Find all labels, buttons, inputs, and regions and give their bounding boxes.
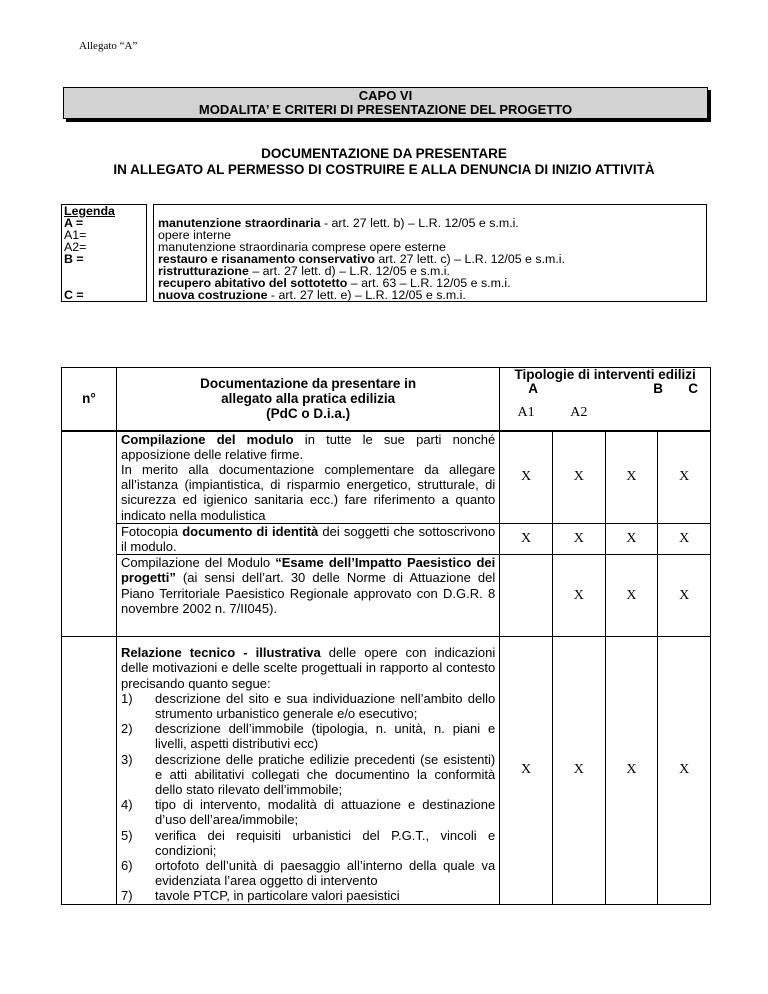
row-desc-text: Compilazione del Modulo bbox=[120, 555, 276, 571]
list-item-number: 4) bbox=[120, 797, 133, 813]
legend-key: A1= bbox=[64, 228, 87, 242]
legend-key: C = bbox=[64, 288, 84, 302]
col-header-documentation bbox=[116, 368, 499, 431]
row-desc-text: delle opere con indicazioni delle motivazioni e delle scelte progettuali in rapporto al contesto precisando quanto segue: bbox=[120, 645, 496, 691]
legend-desc-text: - art. 27 lett. e) – L.R. 12/05 e s.m.i. bbox=[267, 288, 466, 302]
row-description bbox=[116, 431, 499, 523]
mark-a2: X bbox=[552, 637, 605, 904]
group-a-label: A bbox=[528, 381, 538, 396]
col-header-doc-line: Documentazione da presentare in bbox=[200, 375, 417, 391]
legend-desc bbox=[158, 289, 702, 301]
list-item bbox=[121, 797, 495, 827]
legend-key: B = bbox=[64, 252, 84, 266]
row-desc-text: in tutte le sue parti nonché apposizione delle relative firme. bbox=[120, 431, 496, 462]
row-number-cell bbox=[62, 637, 117, 904]
table-row bbox=[62, 637, 711, 904]
list-item-number: 7) bbox=[120, 888, 133, 904]
list-item bbox=[121, 752, 495, 798]
legend-desc-bold: manutenzione straordinaria bbox=[158, 216, 321, 230]
sub-a2-label: A2 bbox=[570, 404, 588, 420]
legend-key: A = bbox=[64, 216, 84, 230]
list-item bbox=[121, 858, 495, 888]
list-item bbox=[121, 721, 495, 751]
row-desc-bold: “Esame dell’Impatto Paesistico dei progetti” bbox=[120, 555, 496, 586]
list-item bbox=[121, 888, 495, 903]
list-item-text: tavole PTCP, in particolare valori paesistici bbox=[154, 888, 400, 904]
mark-a1 bbox=[500, 555, 553, 637]
list-item bbox=[121, 691, 495, 721]
tipologie-groups bbox=[500, 382, 710, 396]
mark-b: X bbox=[605, 523, 658, 554]
col-header-doc-line: (PdC o D.i.a.) bbox=[266, 406, 351, 422]
row-description bbox=[116, 637, 499, 904]
mark-c: X bbox=[658, 523, 711, 554]
list-item-number: 6) bbox=[120, 857, 133, 873]
legend-desc-text: – art. 63 – L.R. 12/05 e s.m.i. bbox=[347, 276, 511, 290]
legend-table bbox=[61, 204, 707, 302]
mark-b: X bbox=[605, 431, 658, 523]
list-item-text: descrizione del sito e sua individuazione nell’ambito dello strumento urbanistico generale e/o esecutivo; bbox=[154, 690, 496, 721]
attachment-label: Allegato “A” bbox=[79, 40, 138, 52]
chapter-title: MODALITA’ E CRITERI DI PRESENTAZIONE DEL PROGETTO bbox=[198, 102, 573, 117]
chapter-number: CAPO VI bbox=[358, 88, 413, 103]
document-title-line1: DOCUMENTAZIONE DA PRESENTARE bbox=[261, 146, 507, 161]
row-desc-text: In merito alla documentazione complementare da allegare all’istanza (impiantistica, di risparmio energetico, strutturale, di sicurezza ed igienico sanitaria ecc.) fare riferimento a quanto indicato nella modulistica bbox=[120, 461, 496, 523]
mark-a2: X bbox=[552, 555, 605, 637]
mark-a1: X bbox=[500, 637, 553, 904]
chapter-heading-box bbox=[63, 87, 708, 119]
col-header-n: n° bbox=[62, 368, 117, 431]
legend-key-spacer bbox=[64, 265, 142, 277]
mark-a1: X bbox=[500, 523, 553, 554]
legend-desc-bold: nuova costruzione bbox=[158, 288, 268, 302]
col-header-doc-line: allegato alla pratica edilizia bbox=[221, 391, 396, 407]
documentation-table bbox=[61, 367, 711, 905]
row-desc-text: (ai sensi dell’art. 30 delle Norme di Attuazione del Piano Territoriale Paesistico Regionale approvato con D.G.R. 8 novembre 2002 n. 7/II045). bbox=[120, 570, 496, 616]
table-row bbox=[62, 523, 711, 554]
legend-desc-bold: ristrutturazione bbox=[158, 264, 249, 278]
row-desc-bold: documento di identità bbox=[182, 523, 319, 539]
sub-a1-label: A1 bbox=[517, 404, 535, 420]
row-desc-bold: Compilazione del modulo bbox=[120, 431, 294, 447]
requirements-list bbox=[121, 691, 495, 904]
list-item-number: 1) bbox=[120, 690, 133, 706]
legend-desc bbox=[158, 217, 702, 229]
legend-keys bbox=[62, 205, 147, 302]
row-desc-text: Fotocopia bbox=[120, 523, 183, 539]
row-description bbox=[116, 555, 499, 637]
row-description bbox=[116, 523, 499, 554]
list-item-text: tipo di intervento, modalità di attuazione e destinazione d’uso dell’area/immobile; bbox=[154, 797, 496, 828]
legend-descriptions bbox=[154, 205, 707, 302]
legend-heading: Legenda bbox=[64, 204, 115, 218]
row-desc-text: dei soggetti che sottoscrivono il modulo. bbox=[120, 523, 496, 554]
list-item-text: descrizione dell’immobile (tipologia, n. unità, n. piani e livelli, aspetti distributivi ecc) bbox=[154, 721, 496, 752]
mark-a2: X bbox=[552, 523, 605, 554]
table-row bbox=[62, 431, 711, 523]
legend-gap bbox=[147, 205, 154, 302]
document-title-line2: IN ALLEGATO AL PERMESSO DI COSTRUIRE E ALLA DENUNCIA DI INIZIO ATTIVITÀ bbox=[113, 161, 655, 177]
legend-desc-text: – art. 27 lett. d) – L.R. 12/05 e s.m.i. bbox=[248, 264, 450, 278]
document-title bbox=[0, 146, 768, 177]
legend-desc-text: art. 27 lett. c) – L.R. 12/05 e s.m.i. bbox=[374, 252, 565, 266]
mark-a1: X bbox=[500, 431, 553, 523]
legend-key: A2= bbox=[64, 240, 87, 254]
table-row bbox=[62, 555, 711, 637]
mark-c: X bbox=[658, 431, 711, 523]
list-item-text: ortofoto dell’unità di paesaggio all’interno della quale va evidenziata l’area oggetto di intervento bbox=[154, 857, 496, 889]
legend-desc-text: manutenzione straordinaria comprese opere esterne bbox=[158, 240, 446, 254]
mark-c: X bbox=[658, 637, 711, 904]
row-desc-bold: Relazione tecnico - illustrativa bbox=[120, 645, 321, 661]
group-c-label: C bbox=[688, 381, 698, 396]
list-item-text: descrizione delle pratiche edilizie precedenti (se esistenti) e atti abilitativi collegati che documentino la conformità dello stato rilevato dell’immobile; bbox=[154, 751, 496, 797]
mark-b: X bbox=[605, 637, 658, 904]
list-item-number: 2) bbox=[120, 721, 133, 737]
mark-c: X bbox=[658, 555, 711, 637]
legend-desc-bold: restauro e risanamento conservativo bbox=[158, 252, 375, 266]
legend-desc-text: - art. 27 lett. b) – L.R. 12/05 e s.m.i. bbox=[320, 216, 519, 230]
list-item-text: verifica dei requisiti urbanistici del P.G.T., vincoli e condizioni; bbox=[154, 827, 496, 858]
legend-desc-bold: recupero abitativo del sottotetto bbox=[158, 276, 348, 290]
row-number-cell bbox=[62, 431, 117, 637]
list-item-number: 3) bbox=[120, 751, 133, 767]
tipologie-title: Tipologie di interventi edilizi bbox=[514, 367, 696, 382]
list-item-number: 5) bbox=[120, 827, 133, 843]
group-b-label: B bbox=[653, 381, 663, 396]
mark-a2: X bbox=[552, 431, 605, 523]
list-item bbox=[121, 828, 495, 858]
mark-b: X bbox=[605, 555, 658, 637]
legend-desc-text: opere interne bbox=[158, 228, 232, 242]
